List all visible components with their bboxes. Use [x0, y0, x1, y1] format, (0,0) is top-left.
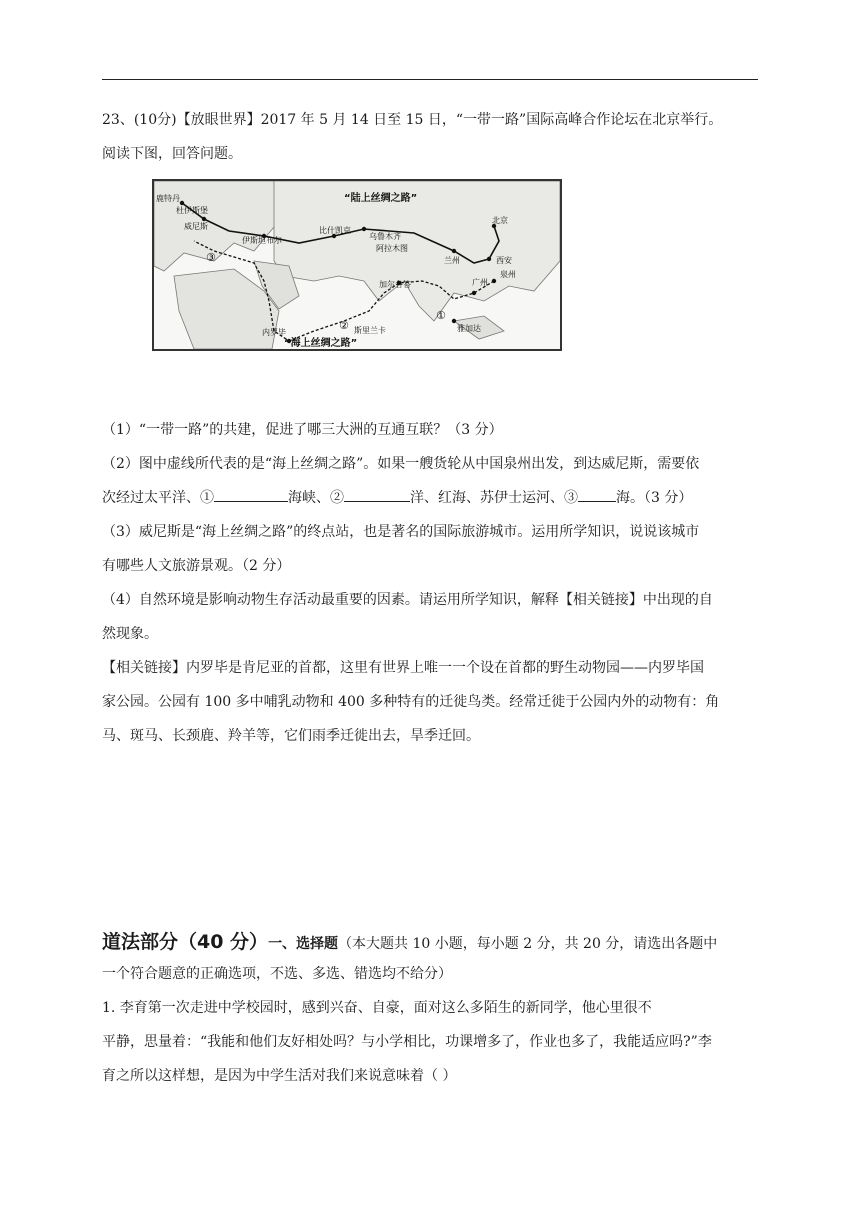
city-dot [472, 291, 476, 295]
label-beijing: 北京 [492, 216, 508, 225]
answer-blank-3[interactable] [578, 485, 616, 502]
label-kolkata: 加尔各答 [379, 280, 411, 289]
label-xian: 西安 [496, 256, 512, 265]
q23-sub3-line2: 有哪些人文旅游景观。（2 分） [102, 558, 291, 574]
q1-line2: 平静，思量着：“我能和他们友好相处吗？与小学相比，功课增多了，作业也多了，我能适应吗?”李 [102, 1034, 712, 1050]
related-link-text: 内罗毕是肯尼亚的首都，这里有世界上唯一一个设在首都的野生动物园——内罗毕国 [186, 660, 704, 676]
q23-sub2-text-a: 次经过太平洋、① [102, 490, 214, 506]
label-lanzhou: 兰州 [444, 256, 460, 265]
q1-line1: 1. 李育第一次走进中学校园时，感到兴奋、自豪，面对这么多陌生的新同学，他心里很不 [102, 1000, 652, 1016]
label-almaty: 阿拉木图 [376, 244, 408, 253]
section-instructions-line2: 一个符合题意的正确选项，不选、多选、错选均不给分） [102, 966, 452, 982]
city-dot [492, 279, 496, 283]
marker-2: ② [339, 319, 349, 332]
label-sri-lanka: 斯里兰卡 [354, 326, 386, 335]
label-venice: 威尼斯 [184, 222, 208, 231]
q23-sub2-text-c: 洋、红海、苏伊士运河、③ [410, 490, 578, 506]
city-dot [362, 227, 366, 231]
q23-sub2-text-d: 海。（3 分） [616, 490, 693, 506]
q23-sub3-line1: （3）威尼斯是“海上丝绸之路”的终点站，也是著名的国际旅游城市。运用所学知识，说说该城市 [102, 524, 700, 540]
q1-line3: 育之所以这样想，是因为中学生活对我们来说意味着（ ） [102, 1068, 457, 1084]
silk-road-map [152, 179, 562, 351]
label-bishkek: 比什凯克 [319, 226, 351, 235]
header-rule [102, 79, 758, 80]
q23-sub4-line1: （4）自然环境是影响动物生存活动最重要的因素。请运用所学知识，解释【相关链接】中出现的自 [102, 592, 713, 608]
q23-sub2-text-b: 海峡、② [288, 490, 344, 506]
label-nairobi: 内罗毕 [262, 328, 286, 337]
q23-points: (10分) [133, 112, 177, 128]
related-link-line1 [102, 654, 762, 682]
q23-sub2-line1: （2）图中虚线所代表的是“海上丝绸之路”。如果一艘货轮从中国泉州出发，到达威尼斯，需要依 [102, 456, 700, 472]
answer-blank-1[interactable] [214, 485, 288, 502]
section-title: 道法部分（40 分） [102, 931, 269, 953]
land-route-label: “陆上丝绸之路” [344, 193, 418, 204]
label-duisburg: 杜伊斯堡 [176, 206, 208, 215]
q23-intro-line [102, 106, 762, 134]
label-quanzhou: 泉州 [500, 270, 516, 279]
marker-3: ③ [206, 251, 216, 264]
related-link-line3: 马、斑马、长颈鹿、羚羊等，它们雨季迁徙出去，旱季迁回。 [102, 728, 480, 744]
city-dot [452, 249, 456, 253]
q23-tag: 【放眼世界】 [176, 112, 261, 128]
q23-sub2-line2 [102, 484, 762, 512]
section-part-label: 一、选择题 [268, 936, 339, 952]
q23-number: 23、 [102, 112, 134, 128]
q23-sub1: （1）“一带一路”的共建，促进了哪三大洲的互通互联？（3 分） [102, 422, 503, 438]
q23-intro: 2017 年 5 月 14 日至 15 日，“一带一路”国际高峰合作论坛在北京举行。 [260, 112, 723, 128]
section-instructions: （本大题共 10 小题，每小题 2 分，共 20 分，请选出各题中 [338, 936, 718, 952]
related-link-line2: 家公园。公园有 100 多中哺乳动物和 400 多种特有的迁徙鸟类。经常迁徙于公园内外的动物有：角 [102, 694, 720, 710]
label-urumqi: 乌鲁木齐 [369, 232, 401, 241]
marker-1: ① [436, 309, 446, 322]
label-jakarta: 雅加达 [457, 324, 481, 333]
city-dot [180, 201, 184, 205]
related-link-tag: 【相关链接】 [102, 660, 186, 676]
section-heading-line1 [102, 926, 762, 960]
city-dot [202, 217, 206, 221]
q23-instruction: 阅读下图，回答问题。 [102, 146, 242, 162]
answer-blank-2[interactable] [344, 485, 410, 502]
q23-sub4-line2: 然现象。 [102, 626, 158, 642]
label-istanbul: 伊斯坦布尔 [242, 236, 282, 245]
city-dot [452, 319, 456, 323]
city-dot [487, 257, 491, 261]
sea-route-label: “海上丝绸之路” [284, 338, 358, 349]
silk-road-map-svg [154, 181, 560, 349]
label-guangzhou: 广州 [472, 278, 488, 287]
label-rotterdam: 鹿特丹 [156, 194, 180, 203]
